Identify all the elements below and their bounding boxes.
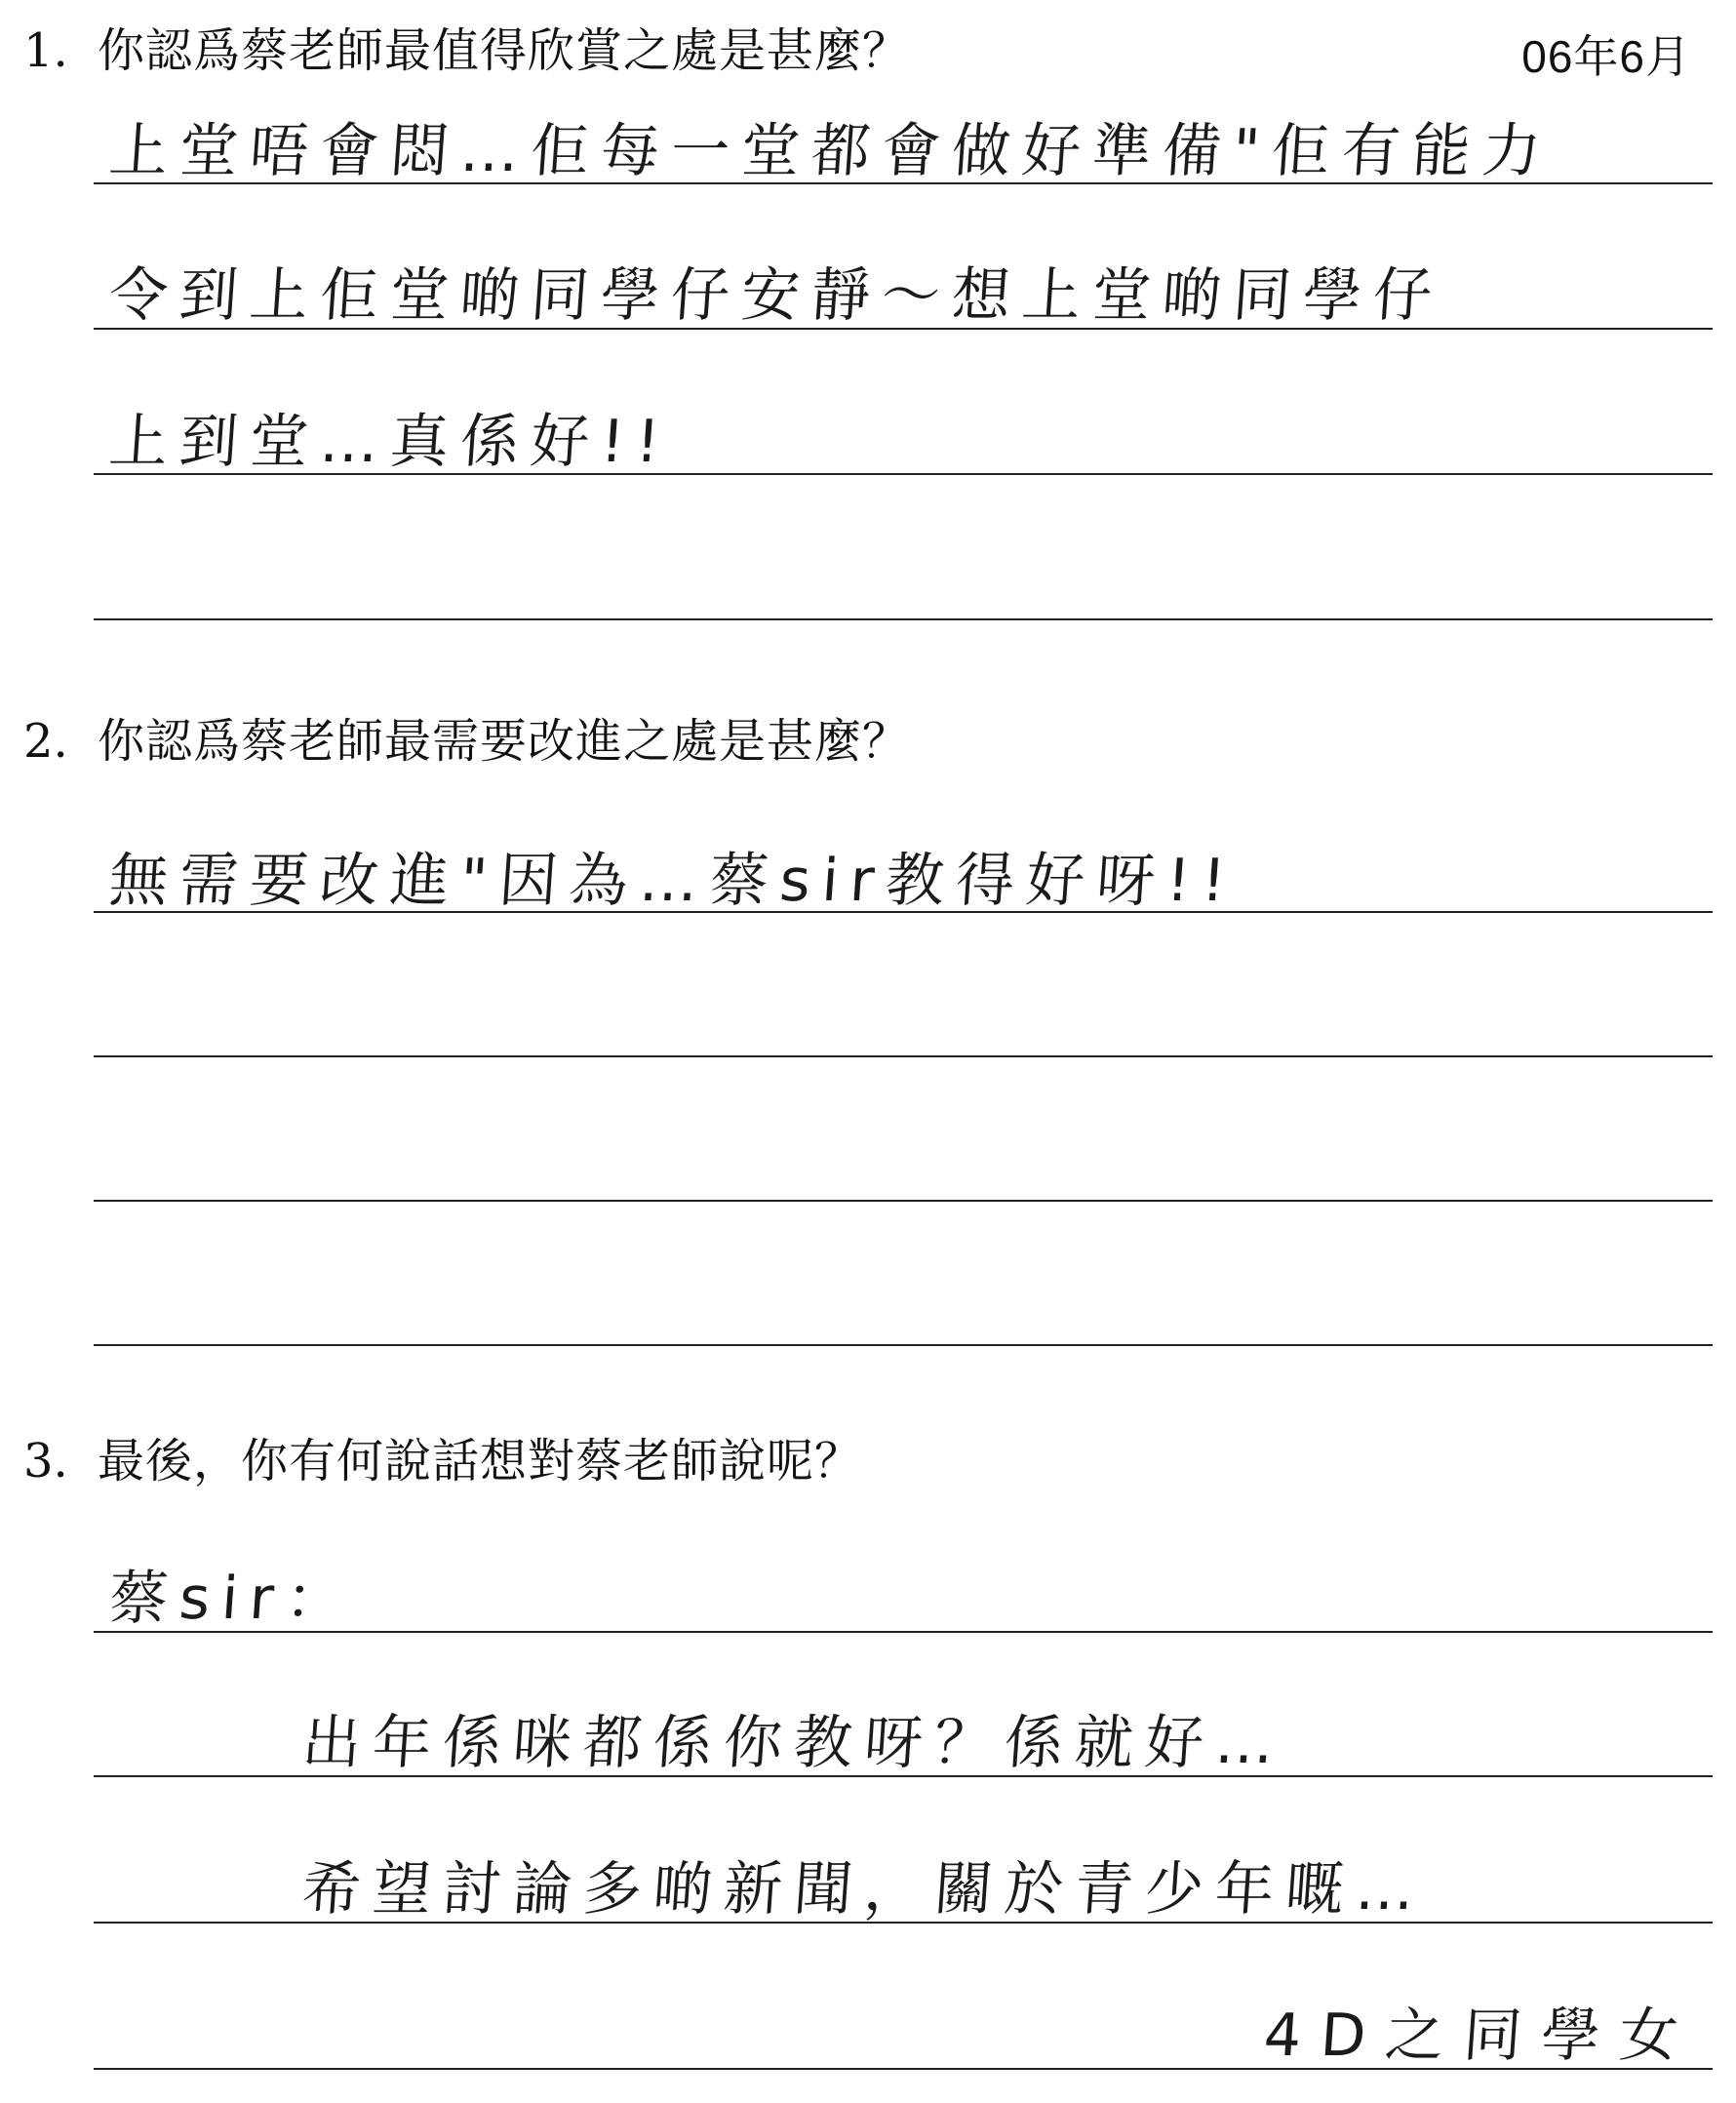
answer-line-rule [94,182,1713,184]
question-text: 最後，你有何說話想對蔡老師說呢？ [98,1434,863,1488]
question-number: 2. [23,714,68,769]
question-2 [23,712,910,771]
question-1 [23,21,910,80]
answer-3-line-2: 出年係咪都係你教呀？係就好… [299,1709,1288,1777]
answer-line-rule [94,1344,1713,1346]
answer-1-line-2: 令到上佢堂啲同學仔安靜～想上堂啲同學仔 [106,261,1446,330]
answer-1-line-3: 上到堂…真係好!! [106,408,674,476]
answer-line-rule [94,328,1713,330]
answer-1-line-1: 上堂唔會悶…佢每一堂都會做好準備"佢有能力 [106,117,1556,185]
answer-line-rule [94,2068,1713,2070]
answer-2-line-1: 無需要改進"因為…蔡sir教得好呀!! [106,847,1240,915]
question-text: 你認爲蔡老師最值得欣賞之處是甚麼？ [98,23,911,78]
answer-line-rule [94,1922,1713,1924]
question-text: 你認爲蔡老師最需要改進之處是甚麼？ [98,714,911,769]
answer-line-rule [94,473,1713,475]
date-label: 06年6月 [1521,31,1691,82]
answer-line-rule [94,618,1713,620]
answer-line-rule [94,1631,1713,1633]
signature: 4D之同學女 [1261,2002,1700,2070]
question-number: 3. [23,1434,68,1488]
answer-line-rule [94,1775,1713,1777]
answer-line-rule [94,911,1713,913]
answer-line-rule [94,1200,1713,1202]
answer-3-line-3: 希望討論多啲新聞，關於青少年嘅… [299,1855,1429,1924]
answer-line-rule [94,1055,1713,1057]
question-3 [23,1432,862,1490]
question-number: 1. [23,23,68,78]
answer-3-salutation: 蔡sir： [106,1565,359,1633]
